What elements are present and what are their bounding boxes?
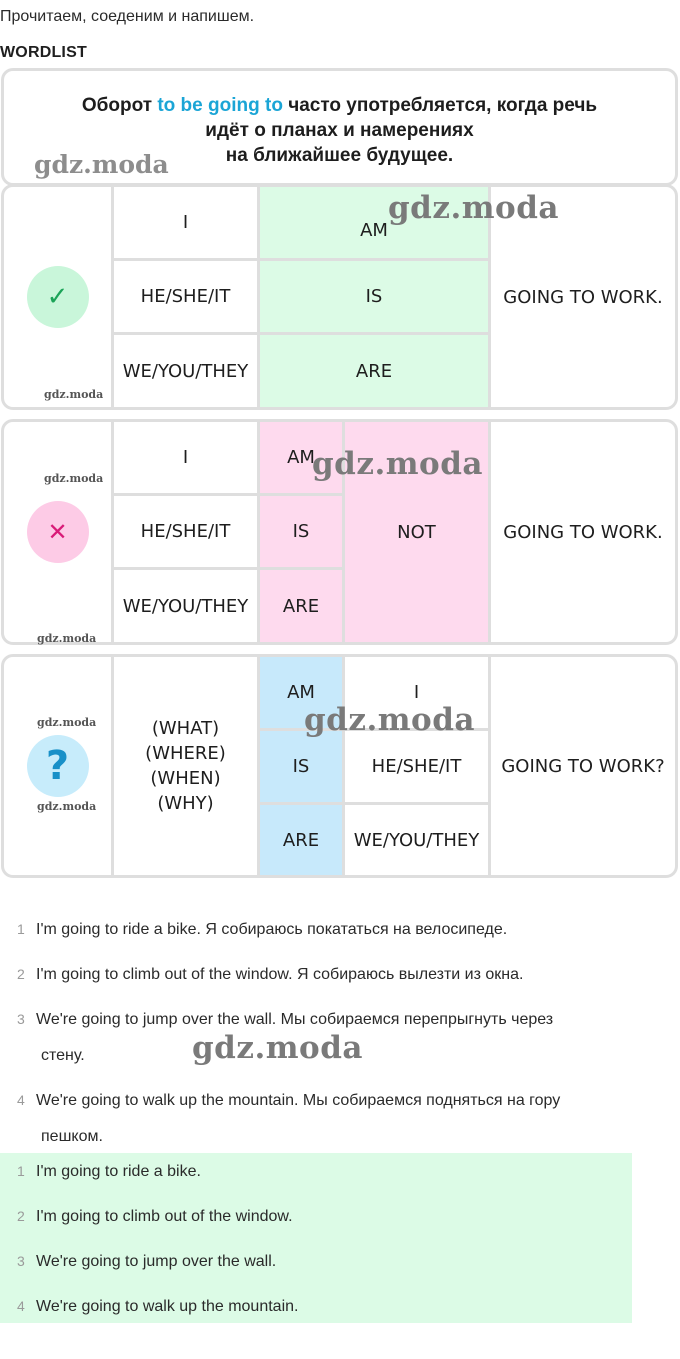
item-number: 1: [17, 1163, 25, 1179]
wh-word: (WHAT): [151, 718, 220, 739]
subject-cell: HE/SHE/IT: [114, 496, 260, 570]
wh-word: (WHEN): [150, 768, 221, 789]
subject-cell: WE/YOU/THEY: [114, 335, 260, 407]
verb-cell: IS: [260, 261, 491, 335]
verb-cell: AM: [260, 657, 345, 731]
question-table: [1, 654, 678, 878]
rule-line3: на ближайшее будущее.: [225, 145, 454, 166]
ending-cell: GOING TO WORK.: [503, 521, 663, 543]
intro-text: Прочитаем, соеденим и напишем.: [0, 8, 255, 25]
item-number: 2: [17, 966, 25, 982]
item-text: I'm going to ride a bike. Я собираюсь покататься на велосипеде.: [36, 921, 508, 938]
item-text: I'm going to ride a bike.: [36, 1163, 201, 1180]
wh-word: (WHERE): [145, 743, 226, 764]
watermark: gdz.moda: [44, 388, 104, 401]
negative-icon-cell: [4, 422, 114, 642]
watermark: gdz.moda: [388, 190, 559, 226]
verb-cell: IS: [260, 496, 345, 570]
watermark: gdz.moda: [304, 702, 475, 738]
watermark: gdz.moda: [37, 716, 97, 729]
item-number: 4: [17, 1092, 25, 1108]
wordlist-heading: WORDLIST: [0, 44, 87, 61]
rule-line2: идёт о планах и намерениях: [205, 120, 474, 141]
rule-highlight: to be going to: [157, 95, 283, 116]
cross-icon: ✕: [27, 501, 89, 563]
verb-cell: AM: [260, 187, 491, 261]
subject-cell: I: [114, 422, 260, 496]
item-text: I'm going to climb out of the window.: [36, 1208, 293, 1225]
wh-word: (WHY): [157, 793, 214, 814]
verb-cell: AM: [260, 422, 345, 496]
check-icon: ✓: [27, 266, 89, 328]
affirmative-icon-cell: [4, 187, 114, 407]
item-number: 1: [17, 921, 25, 937]
item-number: 2: [17, 1208, 25, 1224]
not-cell: NOT: [345, 422, 491, 642]
wh-words-cell: [114, 657, 260, 875]
ending-cell: GOING TO WORK?: [501, 755, 665, 777]
verb-cell: ARE: [260, 335, 491, 407]
item-number: 3: [17, 1011, 25, 1027]
item-text: стену.: [41, 1047, 85, 1064]
ending-cell: GOING TO WORK.: [503, 286, 663, 308]
subject-cell: HE/SHE/IT: [114, 261, 260, 335]
watermark: gdz.moda: [312, 446, 483, 482]
item-number: 3: [17, 1253, 25, 1269]
subject-cell: WE/YOU/THEY: [114, 570, 260, 642]
item-text: I'm going to climb out of the window. Я собираюсь вылезти из окна.: [36, 966, 524, 983]
answers-panel: [0, 1153, 632, 1323]
subject-cell: WE/YOU/THEY: [345, 805, 491, 875]
item-number: 4: [17, 1298, 25, 1314]
question-icon-cell: [4, 657, 114, 875]
item-text: We're going to jump over the wall.: [36, 1253, 277, 1270]
item-text: We're going to walk up the mountain.: [36, 1298, 299, 1315]
verb-cell: ARE: [260, 805, 345, 875]
watermark: gdz.moda: [37, 800, 97, 813]
item-text: We're going to jump over the wall. Мы собираемся перепрыгнуть через: [36, 1011, 554, 1028]
subject-cell: I: [345, 657, 491, 731]
question-mark-icon: ?: [27, 735, 89, 797]
subject-cell: HE/SHE/IT: [345, 731, 491, 805]
watermark: gdz.moda: [37, 632, 97, 645]
watermark: gdz.moda: [34, 150, 169, 179]
item-text: We're going to walk up the mountain. Мы собираемся подняться на гору: [36, 1092, 561, 1109]
rule-after: часто употребляется, когда речь: [282, 95, 598, 116]
affirmative-table: [1, 184, 678, 410]
verb-cell: IS: [260, 731, 345, 805]
item-text: пешком.: [41, 1128, 103, 1145]
watermark: gdz.moda: [192, 1030, 363, 1066]
rule-before: Оборот: [81, 95, 158, 116]
subject-cell: I: [114, 187, 260, 261]
verb-cell: ARE: [260, 570, 345, 642]
watermark: gdz.moda: [44, 472, 104, 485]
